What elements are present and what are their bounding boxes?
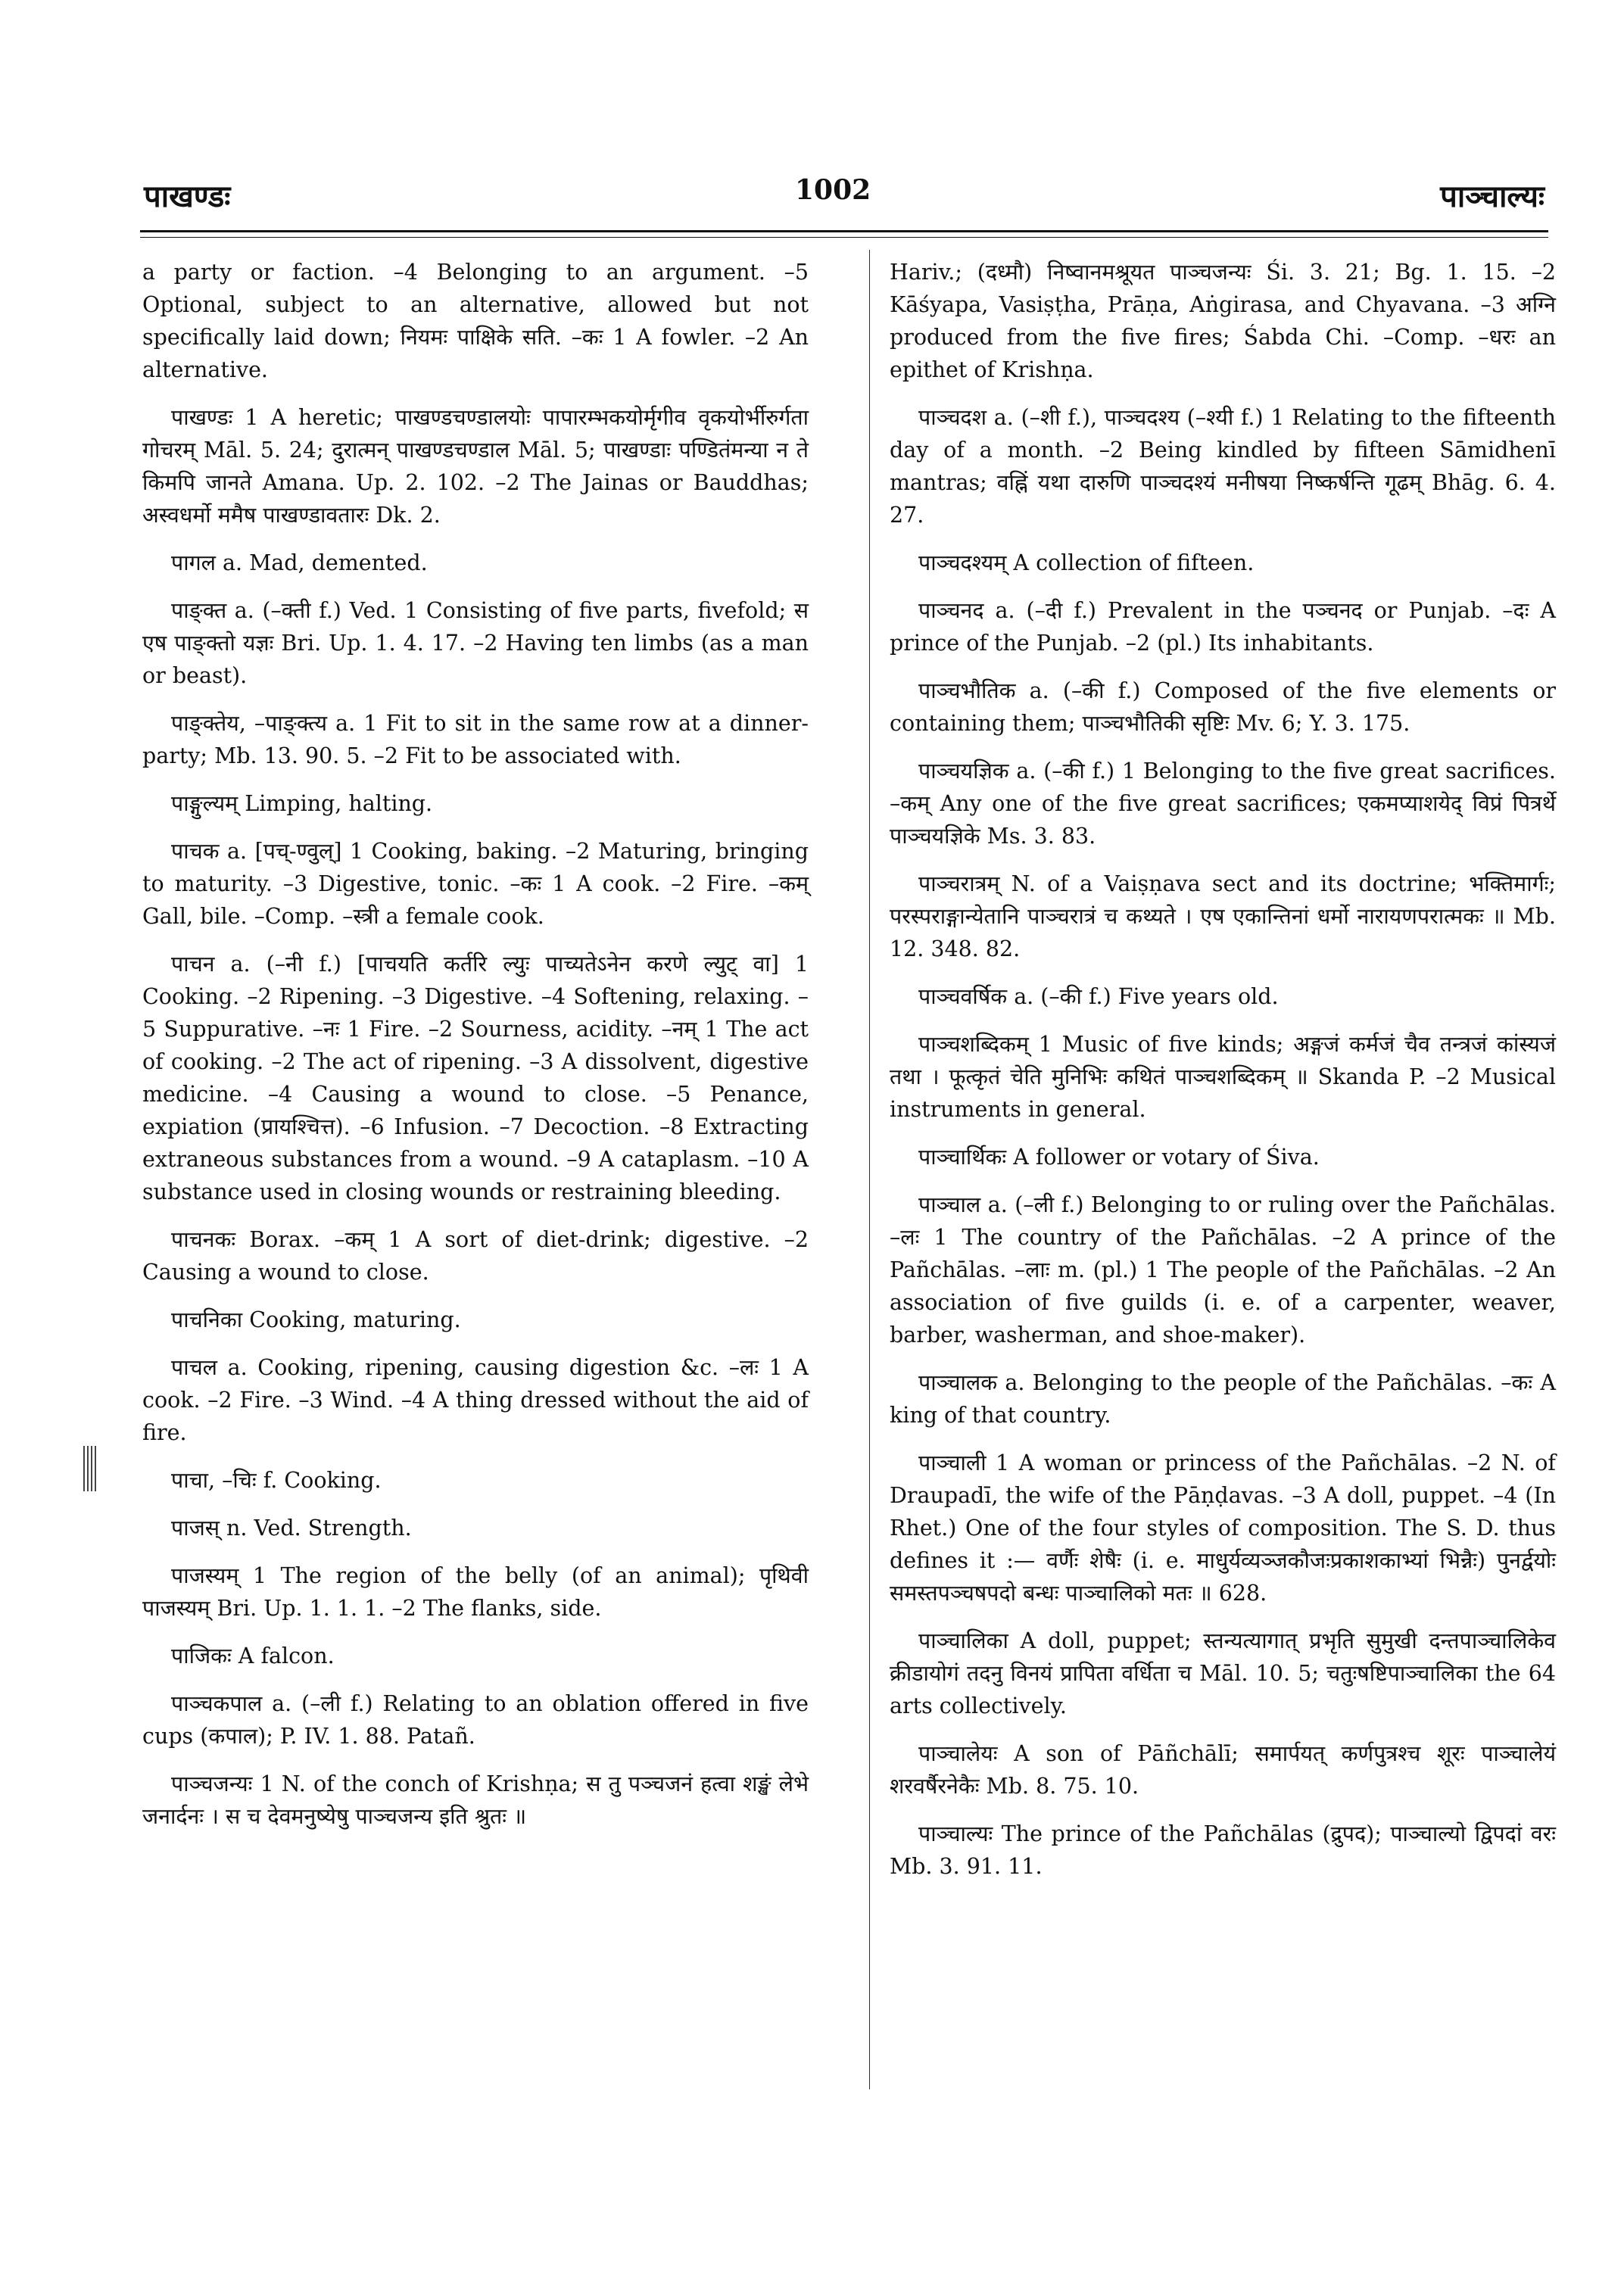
header-rule-thin [140,237,1548,238]
dictionary-entry: पाचा, –चिः f. Cooking. [171,1468,382,1493]
dictionary-entry: पाञ्चकपाल a. (–ली f.) Relating to an oblation offered in five cups (कपाल); P. IV. 1. 88. Patañ. [142,1691,809,1749]
dictionary-entry: पाञ्चालक a. Belonging to the people of the Pañchālas. –कः A king of that country. [890,1370,1556,1428]
dictionary-entry: पाङ्गुल्यम् Limping, halting. [171,791,433,816]
left-column [142,256,809,1848]
dictionary-entry: पाजस्यम् 1 The region of the belly (of an animal); पृथिवी पाजस्यम् Bri. Up. 1. 1. 1. –2 The flanks, side. [142,1563,809,1621]
dictionary-entry: पाङ्क्तेय, –पाङ्क्त्य a. 1 Fit to sit in the same row at a dinner-party; Mb. 13. 90. 5. –2 Fit to be associated with. [142,711,809,768]
binding-mark [83,1446,98,1491]
dictionary-entry: पाञ्चभौतिक a. (–की f.) Composed of the five elements or containing them; पाञ्चभौतिकी सृष्टिः Mv. 6; Y. 3. 175. [890,678,1556,736]
dictionary-entry: पाचन a. (–नी f.) [पाचयति कर्तरि ल्युः पाच्यतेऽनेन करणे ल्युट् वा] 1 Cooking. –2 Ripening. –3 Digestive. –4 Softening, relaxing. –5 Suppurative. –नः 1 Fire. –2 Sourness, acidity. –नम् 1 The act of cooking. –2 The act of ripening. –3 A dissolvent, digestive medicine. –4 Causing a wound to close. –5 Penance, expiation (प्रायश्चित्त). –6 Infusion. –7 Decoction. –8 Extracting extraneous substances from a wound. –9 A cataplasm. –10 A substance used in closing wounds or restraining bleeding. [142,952,809,1204]
dictionary-entry: पाञ्चार्थिकः A follower or votary of Śiva. [918,1145,1320,1170]
dictionary-entry: पाञ्चरात्रम् N. of a Vaiṣṇava sect and its doctrine; भक्तिमार्गः; परस्पराङ्गान्येतानि पाञ्चरात्रं च कथ्यते । एष एकान्तिनां धर्मो नारायणपरात्मकः ॥ Mb. 12. 348. 82. [890,871,1556,961]
dictionary-entry: पाञ्चालेयः A son of Pāñchālī; समार्पयत् कर्णपुत्रश्च शूरः पाञ्चालेयं शरवर्षैरनेकैः Mb. 8. 75. 10. [890,1741,1556,1799]
dictionary-entry: पाञ्चदश्यम् A collection of fifteen. [918,550,1255,575]
dictionary-entry: पाञ्चनद a. (–दी f.) Prevalent in the पञ्चनद or Punjab. –दः A prince of the Punjab. –2 (pl.) Its inhabitants. [890,598,1556,656]
page-header [144,174,1545,220]
header-rule-thick [140,230,1548,232]
left-guide-word: पाखण्डः [144,179,231,214]
dictionary-entry: पाखण्डः 1 A heretic; पाखण्डचण्डालयोः पापारम्भकयोर्मृगीव वृकयोर्भीरुर्गता गोचरम् Māl. 5. 24; दुरात्मन् पाखण्डचण्डाल Māl. 5; पाखण्डाः पण्डितंमन्या न ते किमपि जानते Amana. Up. 2. 102. –2 The Jainas or Bauddhas; अस्वधर्मो ममैष पाखण्डावतारः Dk. 2. [142,405,809,528]
dictionary-entry: पाञ्चवर्षिक a. (–की f.) Five years old. [918,984,1279,1009]
dictionary-entry: पाञ्चालिका A doll, puppet; स्तन्यत्यागात् प्रभृति सुमुखी दन्तपाञ्चालिकेव क्रीडायोगं तदनु विनयं प्रापिता वर्धिता च Māl. 10. 5; चतुःषष्टिपाञ्चालिका the 64 arts collectively. [890,1628,1556,1718]
dictionary-entry: पाचनकः Borax. –कम् 1 A sort of diet-drink; digestive. –2 Causing a wound to close. [142,1227,809,1285]
dictionary-entry: पाञ्चदश a. (–शी f.), पाञ्चदश्य (–श्यी f.) 1 Relating to the fifteenth day of a month. –2 Being kindled by fifteen Sāmidhenī mantras; वह्निं यथा दारुणि पाञ्चदश्यं मनीषया निष्कर्षन्ति गूढम् Bhāg. 6. 4. 27. [890,405,1556,528]
right-column [890,256,1556,1898]
dictionary-entry: पाजिकः A falcon. [171,1643,335,1668]
column-divider [869,250,870,2089]
dictionary-entry: पाञ्चाल a. (–ली f.) Belonging to or ruling over the Pañchālas. –लः 1 The country of the Pañchālas. –2 A prince of the Pañchālas. –लाः m. (pl.) 1 The people of the Pañchālas. –2 An association of five guilds (i. e. of a carpenter, weaver, barber, washerman, and shoe-maker). [890,1192,1556,1347]
dictionary-entry: पाञ्चाली 1 A woman or princess of the Pañchālas. –2 N. of Draupadī, the wife of the Pāṇḍavas. –3 A doll, puppet. –4 (In Rhet.) One of the four styles of composition. The S. D. thus defines it :— वर्णैः शेषैः (i. e. माधुर्यव्यञ्जकौजःप्रकाशकाभ्यां भिन्नैः) पुनर्द्वयोः समस्तपञ्चषपदो बन्धः पाञ्चालिको मतः ॥ 628. [890,1450,1556,1606]
dictionary-entry: पागल a. Mad, demented. [171,550,428,575]
dictionary-entry: पाञ्चशब्दिकम् 1 Music of five kinds; अङ्गजं कर्मजं चैव तन्त्रजं कांस्यजं तथा । फूत्कृतं चेति मुनिभिः कथितं पाञ्चशब्दिकम् ॥ Skanda P. –2 Musical instruments in general. [890,1032,1556,1122]
continued-entry: Hariv.; (दध्मौ) निष्वानमश्रूयत पाञ्चजन्यः Śi. 3. 21; Bg. 1. 15. –2 Kāśyapa, Vasiṣṭha, Prāṇa, Aṅgirasa, and Chyavana. –3 अग्नि produced from the five fires; Śabda Chi. –Comp. –धरः an epithet of Krishṇa. [890,260,1556,382]
dictionary-entry: पाचनिका Cooking, maturing. [171,1307,461,1332]
dictionary-entry: पाचक a. [पच्-ण्वुल्] 1 Cooking, baking. –2 Maturing, bringing to maturity. –3 Digestive, tonic. –कः 1 A cook. –2 Fire. –कम् Gall, bile. –Comp. –स्त्री a female cook. [142,839,809,929]
dictionary-entry: पाञ्चजन्यः 1 N. of the conch of Krishṇa; स तु पञ्चजनं हत्वा शङ्खं लेभे जनार्दनः । स च देवमनुष्येषु पाञ्चजन्य इति श्रुतः ॥ [142,1771,809,1829]
dictionary-entry: पाञ्चयज्ञिक a. (–की f.) 1 Belonging to the five great sacrifices. –कम् Any one of the five great sacrifices; एकमप्याशयेद् विप्रं पित्रर्थे पाञ्चयज्ञिके Ms. 3. 83. [890,759,1556,849]
dictionary-entry: पाचल a. Cooking, ripening, causing digestion &c. –लः 1 A cook. –2 Fire. –3 Wind. –4 A thing dressed without the aid of fire. [142,1355,809,1445]
dictionary-entry: पाङ्क्त a. (–क्ती f.) Ved. 1 Consisting of five parts, fivefold; स एष पाङ्क्तो यज्ञः Bri. Up. 1. 4. 17. –2 Having ten limbs (as a man or beast). [142,598,809,688]
dictionary-entry: पाजस् n. Ved. Strength. [171,1516,412,1541]
page-number: 1002 [795,174,871,206]
dictionary-entry: पाञ्चाल्यः The prince of the Pañchālas (द्रुपद); पाञ्चाल्यो द्विपदां वरः Mb. 3. 91. 11. [890,1821,1556,1879]
right-guide-word: पाञ्चाल्यः [1440,179,1545,214]
continued-entry: a party or faction. –4 Belonging to an argument. –5 Optional, subject to an alternative, allowed but not specifically laid down; नियमः पाक्षिके सति. –कः 1 A fowler. –2 An alternative. [142,260,809,382]
